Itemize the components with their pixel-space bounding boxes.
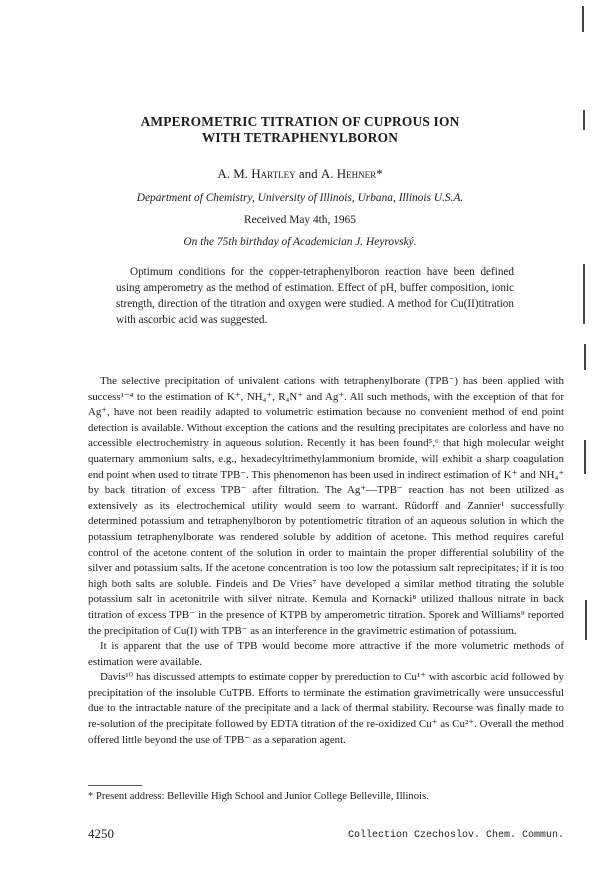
- scan-edge-line: [585, 600, 587, 640]
- author-2: A. Hehner*: [320, 166, 383, 181]
- paper-title: [60, 114, 540, 146]
- author-1: A. M. Hartley: [217, 166, 296, 181]
- affiliation: Department of Chemistry, University of Illinois, Urbana, Illinois U.S.A.: [136, 192, 464, 204]
- journal-name: Collection Czechoslov. Chem. Commun.: [347, 830, 564, 841]
- title-line-1: AMPEROMETRIC TITRATION OF CUPROUS ION: [140, 114, 460, 129]
- dedication: On the 75th birthday of Academician J. Heyrovský.: [183, 236, 417, 248]
- body-paragraph-3: Davis¹⁰ has discussed attempts to estimate copper by prereduction to Cu¹⁺ with ascorbic acid followed by precipitation of the insoluble CuTPB. Efforts to terminate the estimation gravimetrically were unsuccessful due to the intractable nature of the precipitate and a lack of thermal stability. Recourse was finally made to re-solution of the precipitate followed by EDTA titration of the re-oxidized Cu⁺ as Cu²⁺. Overall the method offered little beyond the use of TPB⁻ as a separation agent.: [88, 671, 564, 746]
- footnote: * Present address: Belleville High School and Junior College Belleville, Illinois.: [88, 791, 429, 802]
- body-paragraph-1: The selective precipitation of univalent cations with tetraphenylborate (TPB⁻) has been applied with success¹⁻⁴ to the estimation of K⁺, NH₄⁺, R₄N⁺ and Ag⁺. All such methods, with the exception of that for Ag⁺, have not been readily adapted to volumetric estimation because no convenient method of end point detection is available. Without exception the cations and the resulting precipitates are colorless and have no accessible electrochemistry in aqueous solution. Recently it has been found⁵,⁶ that high molecular weight quaternary ammonium salts, e.g., hexadecyltrimethylammonium bromide, will exhibit a sharp coagulation end point when used to titrate TPB⁻. This phenomenon has been used in indirect estimation of K⁺ and NH₄⁺ by back titration of excess TPB⁻ after filtration. The Ag⁺—TPB⁻ reaction has not been utilized as extensively as its electrochemical utility would seem to warrant. Rüdorff and Zannier¹ successfully determined potassium and tetraphenylboron by potentiometric titration of an aqueous solution in which the potassium tetraphenylborate was rendered soluble by addition of acetone. This method requires careful control of the acetone content of the solution in order to maintain the proper differential solubility of the silver and potassium salts. If the acetone concentration is too low the potassium salt reprecipitates; if it is too high both salts are soluble. Findeis and De Vries⁷ have developed a similar method titrating the soluble potassium salt in acetonitrile with silver nitrate. Kemula and Kornacki⁸ utilized thallous nitrate in back titration of excess TPB⁻ in the presence of KTPB by amperometric titration. Sporek and Williams⁹ reported the precipitation of Cu(I) with TPB⁻ as an interference in the gravimetric estimation of potassium.: [88, 375, 564, 637]
- scan-edge-line: [583, 264, 585, 324]
- body-text: [88, 374, 564, 748]
- scan-edge-line: [583, 110, 585, 130]
- scan-edge-line: [582, 6, 584, 32]
- scan-edge-line: [584, 344, 586, 370]
- scan-edge-line: [584, 440, 586, 474]
- body-paragraph-2: It is apparent that the use of TPB would become more attractive if the more volumetric methods of estimation were available.: [88, 640, 564, 668]
- received-date: Received May 4th, 1965: [244, 214, 356, 226]
- abstract-text: Optimum conditions for the copper-tetraphenylboron reaction have been defined using amperometry as the method of estimation. Effect of pH, buffer composition, ionic strength, direction of the titration and oxygen were studied. A method for Cu(II)titration with ascorbic acid was suggested.: [116, 266, 514, 326]
- footnote-rule: [88, 785, 142, 786]
- author-list: [60, 166, 540, 182]
- abstract: [116, 264, 514, 328]
- page-number: 4250: [88, 826, 114, 841]
- author-conjunction: and: [295, 166, 321, 181]
- title-line-2: WITH TETRAPHENYLBORON: [201, 130, 399, 145]
